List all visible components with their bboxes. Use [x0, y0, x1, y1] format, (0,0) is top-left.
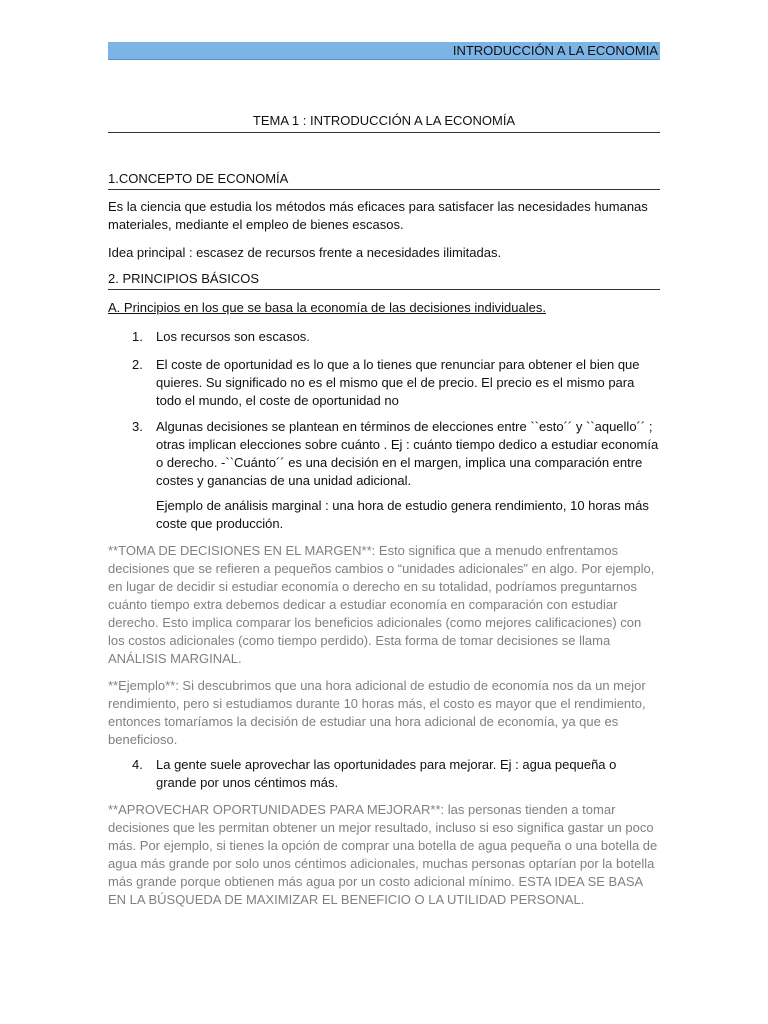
list-item-text: La gente suele aprovechar las oportunidades para mejorar. Ej : agua pequeña o grande por unos céntimos más. — [156, 757, 617, 790]
note-opportunities: **APROVECHAR OPORTUNIDADES PARA MEJORAR**: las personas tienden a tomar decisiones que les permitan obtener un mejor resultado, incluso si eso significa gastar un poco más. Por ejemplo, si tienes la opción de comprar una botella de agua pequeña o una botella de agua más grande por solo unos céntimos adicionales, muchas personas optarían por la botella más grande porque obtienen más agua por un costo adicional mínimo. ESTA IDEA SE BASA EN LA BÚSQUEDA DE MAXIMIZAR EL BENEFICIO O LA UTILIDAD PERSONAL. — [108, 802, 658, 907]
list-item-text: Algunas decisiones se plantean en términos de elecciones entre ``esto´´ y ``aquello´´ ; otras implican elecciones sobre cuánto . Ej : cuánto tiempo dedico a estudiar economía o derecho. -``Cuánto´´ es una decisión en el margen, implica una comparación entre costes y ganancias de una unidad adicional. — [156, 419, 659, 488]
section-heading-concepto: 1.CONCEPTO DE ECONOMÍA — [108, 171, 660, 190]
list-item-text: El coste de oportunidad es lo que a lo tienes que renunciar para obtener el bien que quieres. Su significado no es el mismo que el de precio. El precio es el mismo para todo el mundo, el coste de oportunidad no — [156, 357, 640, 408]
main-idea-paragraph: Idea principal : escasez de recursos frente a necesidades ilimitadas. — [108, 245, 502, 260]
list-item-number: 3. — [132, 419, 143, 434]
header-title: INTRODUCCIÓN A LA ECONOMIA — [452, 43, 658, 58]
marginal-example-text: Ejemplo de análisis marginal : una hora de estudio genera rendimiento, 10 horas más coste que producción. — [156, 498, 649, 531]
list-item-number: 4. — [132, 757, 143, 772]
note-margin: **TOMA DE DECISIONES EN EL MARGEN**: Esto significa que a menudo enfrentamos decisiones que se refieren a pequeños cambios o “unidades adicionales” en algo. Por ejemplo, en lugar de decidir si estudiar economía o derecho en su totalidad, podríamos preguntarnos cuánto tiempo extra debemos dedicar a estudiar economía en comparación con estudiar derecho. Esto implica comparar los beneficios adicionales (como mejores calificaciones) con los costos adicionales (como tiempo perdido). Esta forma de tomar decisiones se llama ANÁLISIS MARGINAL. — [108, 543, 655, 666]
header-band — [108, 42, 660, 60]
definition-paragraph: Es la ciencia que estudia los métodos más eficaces para satisfacer las necesidades humanas materiales, mediante el empleo de bienes escasos. — [108, 199, 648, 232]
note-example: **Ejemplo**: Si descubrimos que una hora adicional de estudio de economía nos da un mejor rendimiento, pero si estudiamos durante 10 horas más, el costo es mayor que el rendimiento, entonces tomaríamos la decisión de estudiar una hora adicional de economía, ya que es beneficioso. — [108, 678, 646, 747]
subheading-principios-individuales: A. Principios en los que se basa la economía de las decisiones individuales. — [108, 300, 546, 315]
page-title: TEMA 1 : INTRODUCCIÓN A LA ECONOMÍA — [108, 113, 660, 133]
list-item-number: 2. — [132, 357, 143, 372]
list-item-number: 1. — [132, 329, 143, 344]
section-heading-principios: 2. PRINCIPIOS BÁSICOS — [108, 271, 660, 290]
list-item-text: Los recursos son escasos. — [156, 329, 310, 344]
